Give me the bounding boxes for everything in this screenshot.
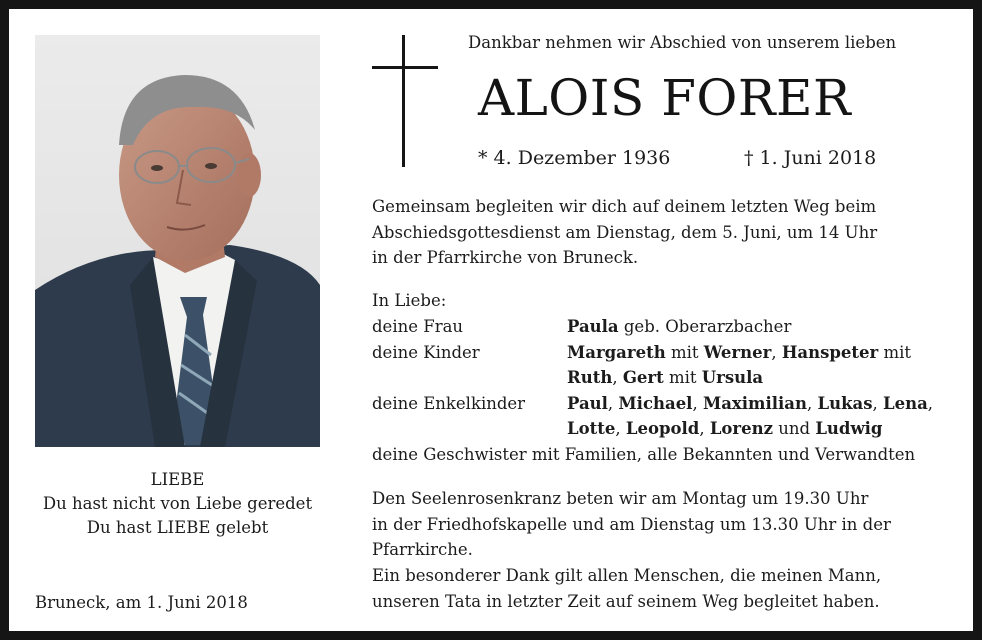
deceased-name: ALOIS FORER <box>478 69 852 127</box>
siblings-line: deine Geschwister mit Familien, alle Bekannten und Verwandten <box>372 444 916 464</box>
family-value: Ruth, Gert mit Ursula <box>567 368 764 387</box>
thanks-text <box>372 563 881 614</box>
portrait-photo <box>35 35 320 447</box>
family-value: Paula geb. Oberarzbacher <box>567 317 792 336</box>
text-line: Gemeinsam begleiten wir dich auf deinem letzten Weg beim <box>372 197 877 216</box>
service-announcement <box>372 194 877 271</box>
family-label: deine Frau <box>372 317 464 336</box>
cross-icon <box>372 35 438 167</box>
text-line: Ein besonderer Dank gilt allen Menschen, die meinen Mann, <box>372 566 882 585</box>
death-date: † 1. Juni 2018 <box>744 147 877 169</box>
text-line: Abschiedsgottesdienst am Dienstag, dem 5. Juni, um 14 Uhr <box>372 222 878 242</box>
text-line: unseren Tata in letzter Zeit auf seinem Weg begleitet haben. <box>372 591 880 611</box>
family-label: deine Kinder <box>372 342 480 362</box>
family-label: deine Enkelkinder <box>372 393 526 413</box>
intro-text: Dankbar nehmen wir Abschied von unserem lieben <box>468 33 897 52</box>
family-value: Margareth mit Werner, Hanspeter mit <box>567 342 912 362</box>
poem-line: LIEBE <box>150 470 205 489</box>
text-line: Den Seelenrosenkranz beten wir am Montag um 19.30 Uhr <box>372 489 869 508</box>
birth-date: * 4. Dezember 1936 <box>478 147 671 169</box>
poem-line: Du hast LIEBE gelebt <box>86 518 269 537</box>
text-line: in der Pfarrkirche von Bruneck. <box>372 248 639 267</box>
text-line: in der Friedhofskapelle und am Dienstag um 13.30 Uhr in der <box>372 514 891 534</box>
in-love-heading: In Liebe: <box>372 291 447 310</box>
family-value: Lotte, Leopold, Lorenz und Ludwig <box>567 419 883 438</box>
poem <box>35 468 320 540</box>
text-line: Pfarrkirche. <box>372 540 473 559</box>
family-value: Paul, Michael, Maximilian, Lukas, Lena, <box>567 393 934 413</box>
place-date: Bruneck, am 1. Juni 2018 <box>35 593 248 612</box>
poem-line: Du hast nicht von Liebe geredet <box>42 494 313 513</box>
rosary-announcement <box>372 486 891 563</box>
